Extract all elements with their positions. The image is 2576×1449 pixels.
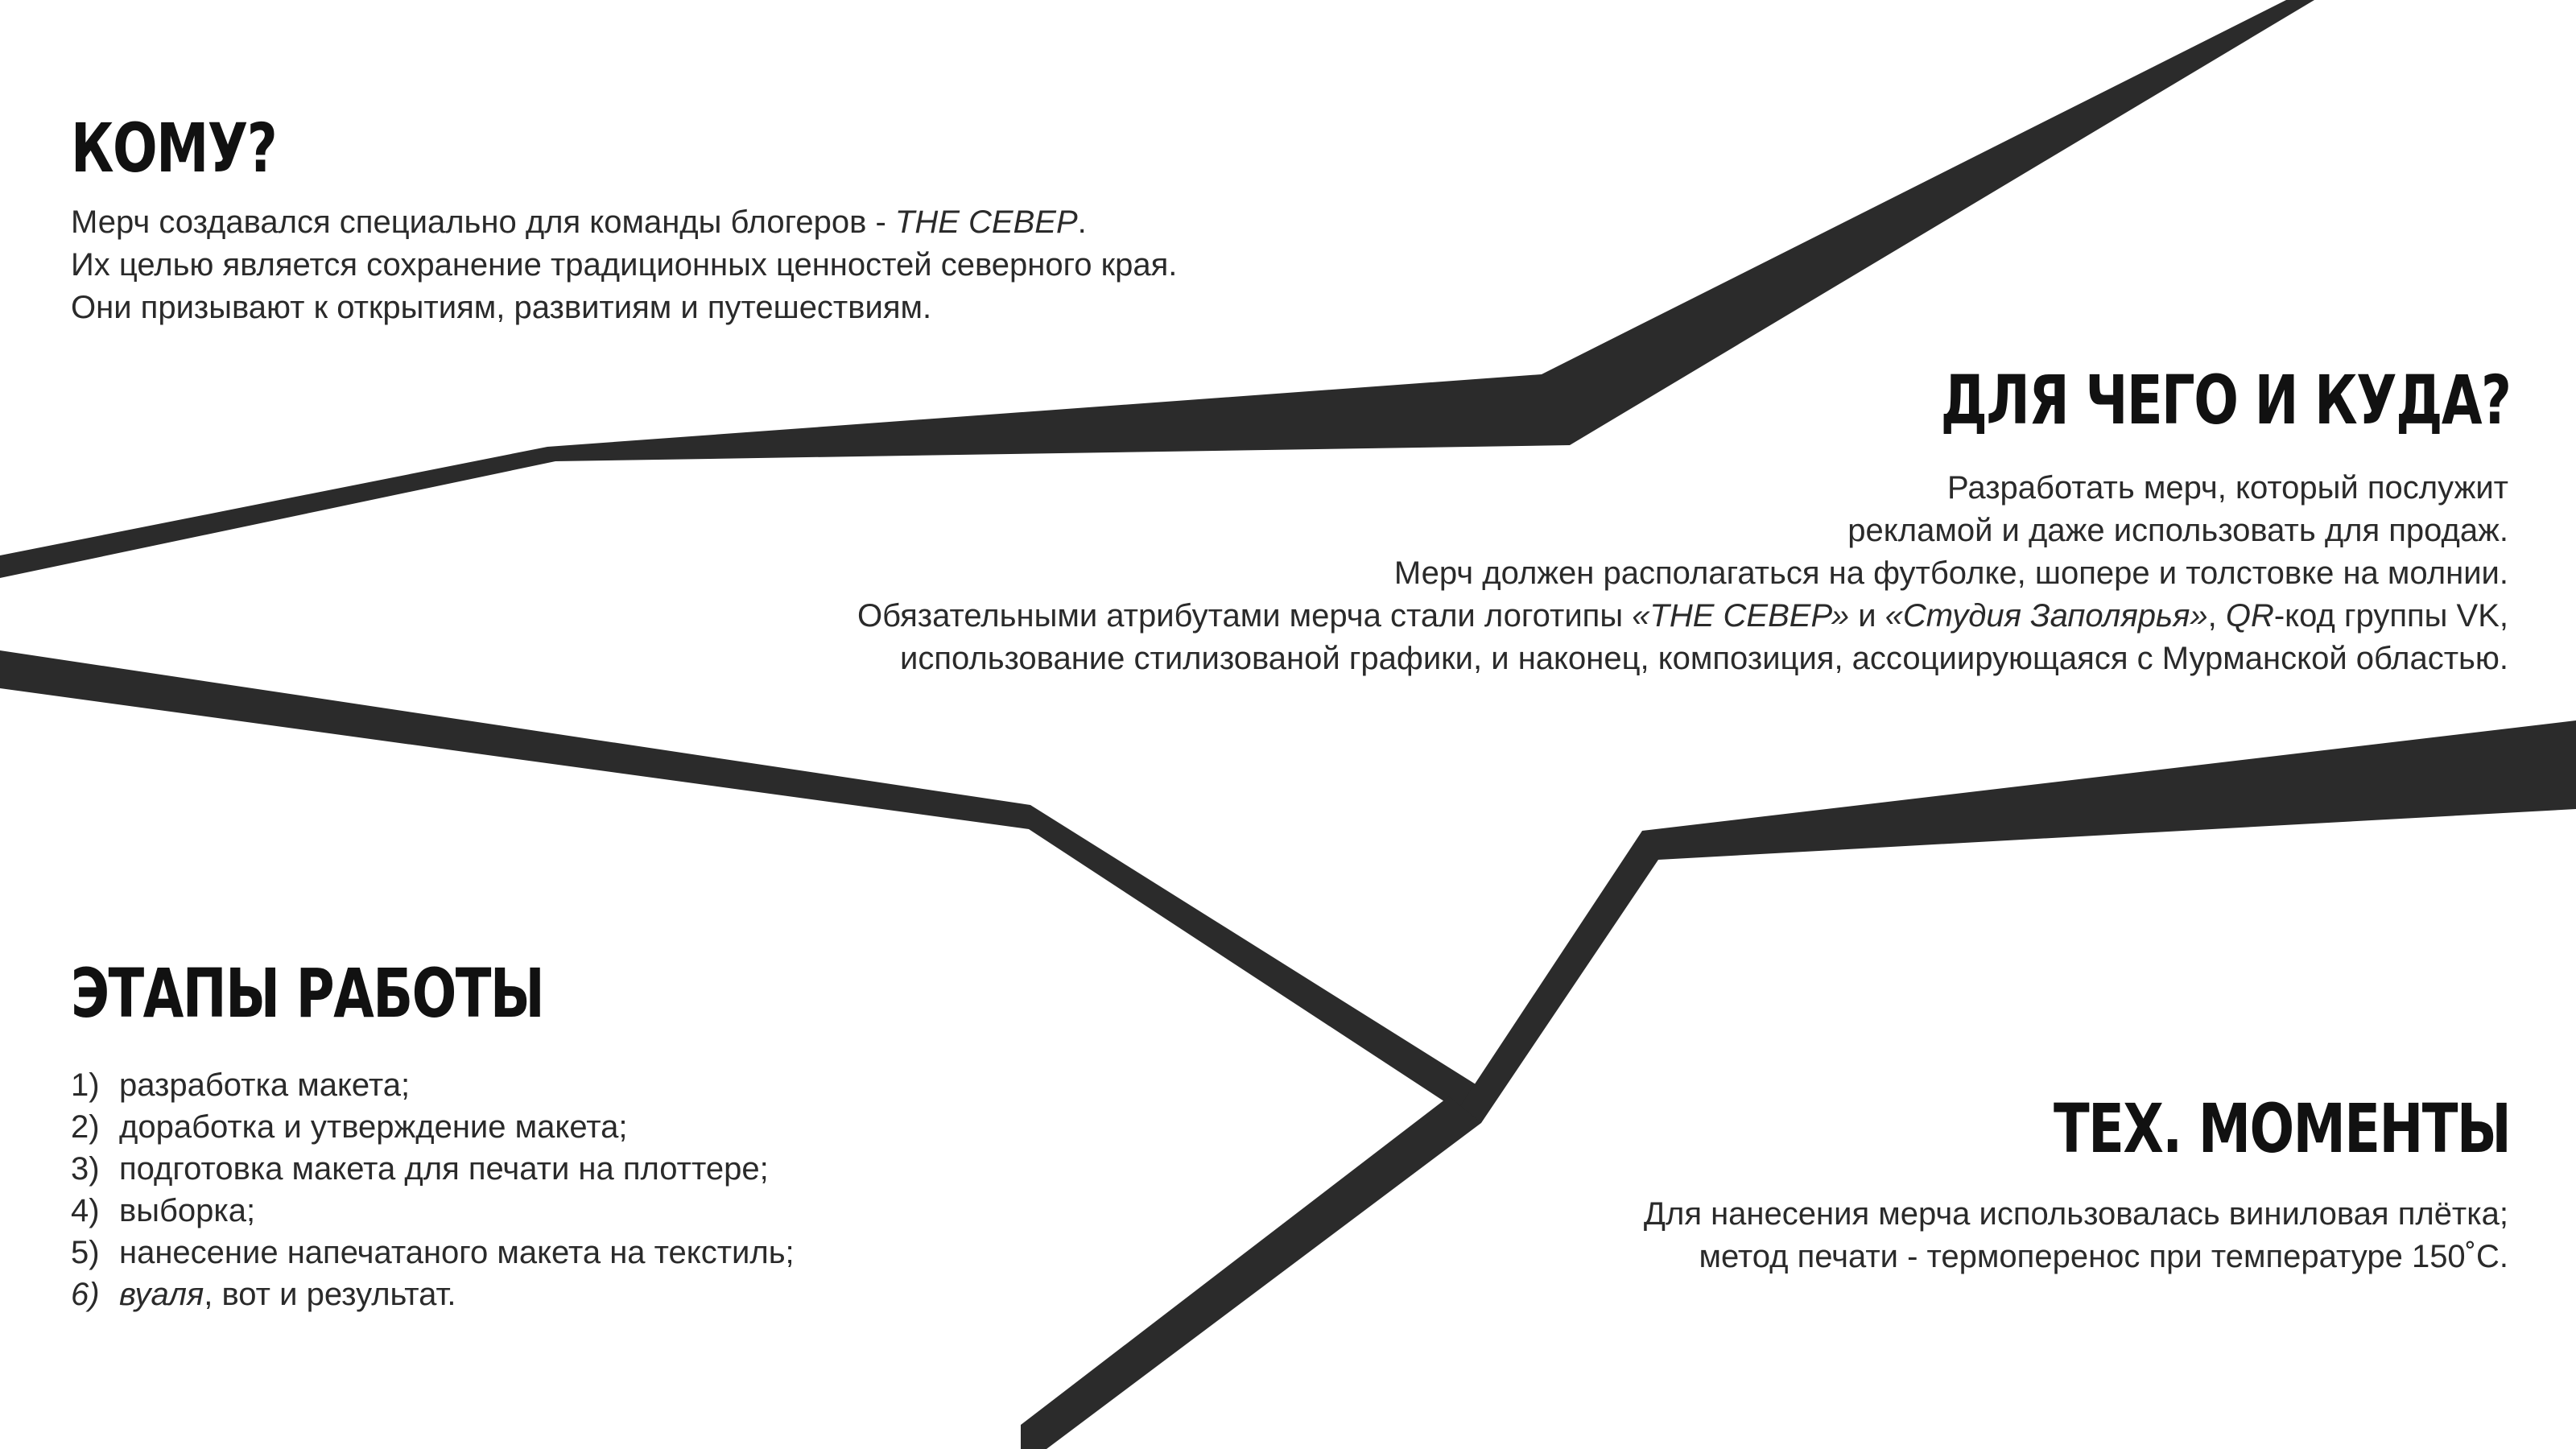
- text-line: Мерч создавался специально для команды блогеров - THE СЕВЕР.: [71, 204, 1087, 240]
- section-heading-dlya-chego: ДЛЯ ЧЕГО И КУДА?: [1940, 361, 2510, 440]
- text-line: Они призывают к открытиям, развитиям и путешествиям.: [71, 290, 932, 325]
- text-line: Мерч должен располагаться на футболке, шопере и толстовке на молнии.: [1393, 555, 2508, 591]
- list-item: 2) доработка и утверждение макета;: [71, 1109, 628, 1145]
- section-heading-etapy: ЭТАПЫ РАБОТЫ: [71, 954, 544, 1033]
- text-line: Их целью является сохранение традиционных ценностей северного края.: [71, 247, 1178, 283]
- section-heading-tech: ТЕХ. МОМЕНТЫ: [2053, 1089, 2510, 1168]
- section-text-dlya-chego: [857, 467, 2508, 680]
- list-item: 5) нанесение напечатаного макета на текстиль;: [71, 1235, 795, 1270]
- steps-list: [71, 1064, 795, 1315]
- list-item: 1) разработка макета;: [71, 1067, 411, 1103]
- list-item: 3) подготовка макета для печати на плоттере;: [71, 1151, 769, 1187]
- stripe-middle-left: [0, 650, 1480, 1123]
- section-heading-komu: КОМУ?: [71, 109, 277, 188]
- text-line: метод печати - термоперенос при температуре 150˚С.: [1699, 1239, 2508, 1274]
- brand-name: THE СЕВЕР: [894, 204, 1078, 240]
- section-text-tech: [1644, 1193, 2508, 1278]
- stripe-right: [1449, 720, 2576, 1123]
- text-line: Обязательными атрибутами мерча стали логотипы «THE СЕВЕР» и «Студия Заполярья», QR-код группы VK,: [857, 598, 2508, 634]
- text-line: использование стилизованой графики, и наконец, композиция, ассоциирующаяся с Мурманской областью.: [899, 641, 2508, 676]
- list-item: 4) выборка;: [71, 1193, 256, 1228]
- text-line: Разработать мерч, который послужит: [1947, 470, 2508, 506]
- text-line: рекламой и даже использовать для продаж.: [1847, 513, 2508, 548]
- text-line: Для нанесения мерча использовалась виниловая плётка;: [1643, 1196, 2508, 1232]
- stripe-bottom: [1021, 1096, 1481, 1449]
- section-text-komu: [71, 201, 1177, 329]
- list-item: 6) вуаля, вот и результат.: [71, 1277, 456, 1312]
